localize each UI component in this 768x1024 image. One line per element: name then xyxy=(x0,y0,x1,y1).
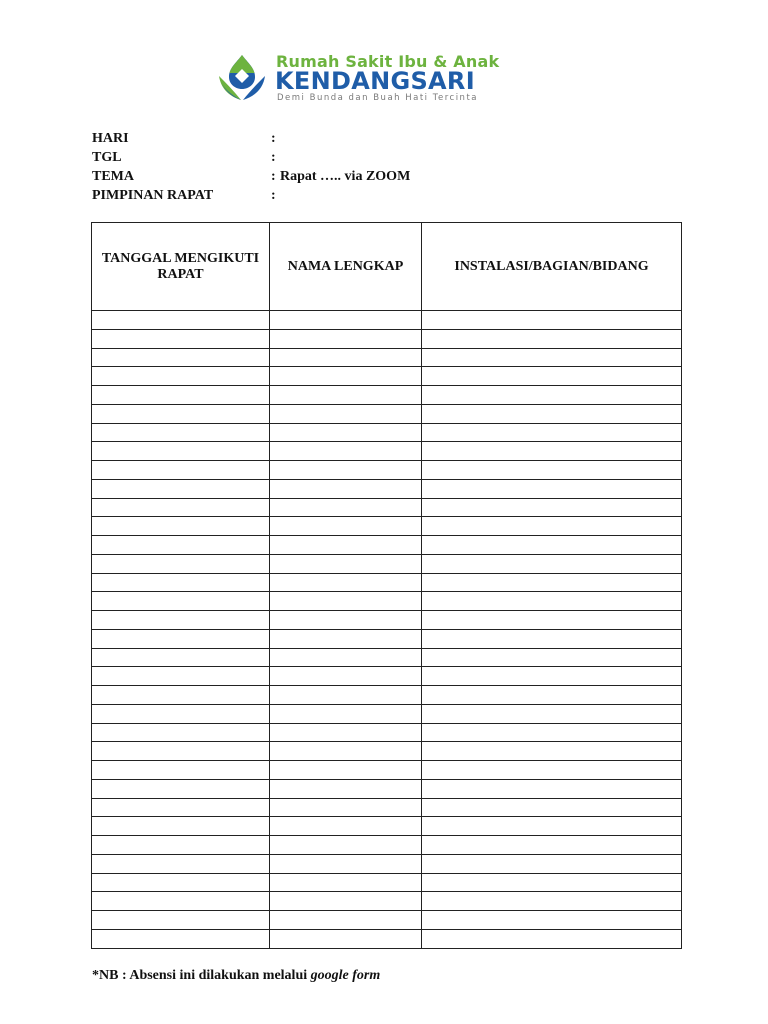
department-cell[interactable] xyxy=(422,367,682,386)
table-row xyxy=(92,836,682,855)
attendance-table-body xyxy=(92,311,682,949)
table-row xyxy=(92,517,682,536)
table-row xyxy=(92,798,682,817)
department-cell[interactable] xyxy=(422,704,682,723)
date-cell[interactable] xyxy=(92,611,270,630)
table-row xyxy=(92,704,682,723)
date-cell[interactable] xyxy=(92,704,270,723)
department-cell[interactable] xyxy=(422,817,682,836)
table-row xyxy=(92,311,682,330)
date-cell[interactable] xyxy=(92,517,270,536)
table-row xyxy=(92,648,682,667)
table-row xyxy=(92,611,682,630)
department-cell[interactable] xyxy=(422,592,682,611)
date-cell[interactable] xyxy=(92,461,270,480)
department-cell[interactable] xyxy=(422,929,682,948)
name-cell[interactable] xyxy=(270,311,422,330)
department-cell[interactable] xyxy=(422,498,682,517)
date-cell[interactable] xyxy=(92,442,270,461)
department-cell[interactable] xyxy=(422,573,682,592)
date-cell[interactable] xyxy=(92,648,270,667)
department-cell[interactable] xyxy=(422,311,682,330)
meta-label: TEMA xyxy=(92,169,134,184)
name-cell[interactable] xyxy=(270,404,422,423)
department-cell[interactable] xyxy=(422,686,682,705)
table-row xyxy=(92,386,682,405)
table-row xyxy=(92,573,682,592)
table-row xyxy=(92,536,682,555)
date-cell[interactable] xyxy=(92,573,270,592)
department-cell[interactable] xyxy=(422,479,682,498)
name-cell[interactable] xyxy=(270,704,422,723)
date-cell[interactable] xyxy=(92,386,270,405)
date-cell[interactable] xyxy=(92,686,270,705)
department-cell[interactable] xyxy=(422,854,682,873)
name-cell[interactable] xyxy=(270,892,422,911)
name-cell[interactable] xyxy=(270,442,422,461)
name-cell[interactable] xyxy=(270,854,422,873)
table-row xyxy=(92,892,682,911)
table-row xyxy=(92,761,682,780)
department-cell[interactable] xyxy=(422,386,682,405)
hospital-name-line2: KENDANGSARI xyxy=(275,67,475,95)
hospital-logo xyxy=(217,50,500,106)
table-row xyxy=(92,911,682,930)
name-cell[interactable] xyxy=(270,573,422,592)
name-cell[interactable] xyxy=(270,686,422,705)
date-cell[interactable] xyxy=(92,836,270,855)
table-row xyxy=(92,348,682,367)
department-cell[interactable] xyxy=(422,461,682,480)
name-cell[interactable] xyxy=(270,611,422,630)
name-cell[interactable] xyxy=(270,517,422,536)
table-header-row xyxy=(92,223,682,311)
name-cell[interactable] xyxy=(270,461,422,480)
date-cell[interactable] xyxy=(92,479,270,498)
table-row xyxy=(92,498,682,517)
footer-note-italic: google form xyxy=(310,968,381,983)
table-row xyxy=(92,873,682,892)
department-cell[interactable] xyxy=(422,517,682,536)
date-cell[interactable] xyxy=(92,554,270,573)
department-cell[interactable] xyxy=(422,761,682,780)
table-row xyxy=(92,686,682,705)
department-cell[interactable] xyxy=(422,667,682,686)
department-cell[interactable] xyxy=(422,629,682,648)
hospital-tagline: Demi Bunda dan Buah Hati Tercinta xyxy=(277,93,478,103)
name-cell[interactable] xyxy=(270,629,422,648)
table-row xyxy=(92,423,682,442)
hospital-leaf-drop-logo-icon xyxy=(217,52,267,102)
department-cell[interactable] xyxy=(422,873,682,892)
table-row xyxy=(92,404,682,423)
name-cell[interactable] xyxy=(270,779,422,798)
department-cell[interactable] xyxy=(422,723,682,742)
date-cell[interactable] xyxy=(92,798,270,817)
name-cell[interactable] xyxy=(270,386,422,405)
date-cell[interactable] xyxy=(92,761,270,780)
name-cell[interactable] xyxy=(270,929,422,948)
date-cell[interactable] xyxy=(92,423,270,442)
table-row xyxy=(92,817,682,836)
department-cell[interactable] xyxy=(422,892,682,911)
hospital-name-line1: Rumah Sakit Ibu & Anak xyxy=(276,52,500,71)
name-cell[interactable] xyxy=(270,723,422,742)
table-row xyxy=(92,667,682,686)
table-row xyxy=(92,854,682,873)
meta-value: Rapat ….. via ZOOM xyxy=(280,169,411,184)
date-cell[interactable] xyxy=(92,404,270,423)
date-cell[interactable] xyxy=(92,311,270,330)
footer-note xyxy=(92,968,380,984)
name-cell[interactable] xyxy=(270,836,422,855)
department-cell[interactable] xyxy=(422,648,682,667)
meta-separator: : xyxy=(271,131,276,146)
table-row xyxy=(92,929,682,948)
name-cell[interactable] xyxy=(270,498,422,517)
table-row xyxy=(92,442,682,461)
name-cell[interactable] xyxy=(270,911,422,930)
table-row xyxy=(92,629,682,648)
table-row xyxy=(92,742,682,761)
department-cell[interactable] xyxy=(422,911,682,930)
meta-separator: : xyxy=(271,150,276,165)
name-cell[interactable] xyxy=(270,348,422,367)
department-cell[interactable] xyxy=(422,836,682,855)
date-cell[interactable] xyxy=(92,911,270,930)
name-cell[interactable] xyxy=(270,554,422,573)
department-cell[interactable] xyxy=(422,779,682,798)
table-row xyxy=(92,367,682,386)
date-cell[interactable] xyxy=(92,854,270,873)
table-row xyxy=(92,779,682,798)
name-cell[interactable] xyxy=(270,329,422,348)
name-cell[interactable] xyxy=(270,798,422,817)
date-cell[interactable] xyxy=(92,348,270,367)
department-cell[interactable] xyxy=(422,742,682,761)
name-cell[interactable] xyxy=(270,648,422,667)
meta-label: HARI xyxy=(92,131,129,146)
name-cell[interactable] xyxy=(270,479,422,498)
department-cell[interactable] xyxy=(422,348,682,367)
date-cell[interactable] xyxy=(92,498,270,517)
name-cell[interactable] xyxy=(270,873,422,892)
meta-label: TGL xyxy=(92,150,122,165)
table-row xyxy=(92,479,682,498)
table-row xyxy=(92,329,682,348)
column-header-full-name: NAMA LENGKAP xyxy=(270,223,422,311)
date-cell[interactable] xyxy=(92,667,270,686)
name-cell[interactable] xyxy=(270,761,422,780)
department-cell[interactable] xyxy=(422,798,682,817)
date-cell[interactable] xyxy=(92,536,270,555)
department-cell[interactable] xyxy=(422,329,682,348)
department-cell[interactable] xyxy=(422,611,682,630)
attendance-table xyxy=(91,222,682,949)
department-cell[interactable] xyxy=(422,404,682,423)
department-cell[interactable] xyxy=(422,442,682,461)
date-cell[interactable] xyxy=(92,873,270,892)
table-row xyxy=(92,554,682,573)
department-cell[interactable] xyxy=(422,554,682,573)
date-cell[interactable] xyxy=(92,892,270,911)
column-header-date: TANGGAL MENGIKUTI RAPAT xyxy=(92,223,270,311)
name-cell[interactable] xyxy=(270,817,422,836)
date-cell[interactable] xyxy=(92,929,270,948)
column-header-department: INSTALASI/BAGIAN/BIDANG xyxy=(422,223,682,311)
department-cell[interactable] xyxy=(422,536,682,555)
footer-note-text: *NB : Absensi ini dilakukan melalui xyxy=(92,968,311,983)
table-row xyxy=(92,461,682,480)
date-cell[interactable] xyxy=(92,367,270,386)
name-cell[interactable] xyxy=(270,423,422,442)
meta-label: PIMPINAN RAPAT xyxy=(92,188,214,203)
date-cell[interactable] xyxy=(92,329,270,348)
department-cell[interactable] xyxy=(422,423,682,442)
table-row xyxy=(92,723,682,742)
date-cell[interactable] xyxy=(92,742,270,761)
date-cell[interactable] xyxy=(92,817,270,836)
date-cell[interactable] xyxy=(92,723,270,742)
name-cell[interactable] xyxy=(270,742,422,761)
date-cell[interactable] xyxy=(92,629,270,648)
table-row xyxy=(92,592,682,611)
name-cell[interactable] xyxy=(270,536,422,555)
name-cell[interactable] xyxy=(270,667,422,686)
date-cell[interactable] xyxy=(92,779,270,798)
name-cell[interactable] xyxy=(270,367,422,386)
name-cell[interactable] xyxy=(270,592,422,611)
date-cell[interactable] xyxy=(92,592,270,611)
meta-separator: : xyxy=(271,188,276,203)
meta-separator: : xyxy=(271,169,276,184)
